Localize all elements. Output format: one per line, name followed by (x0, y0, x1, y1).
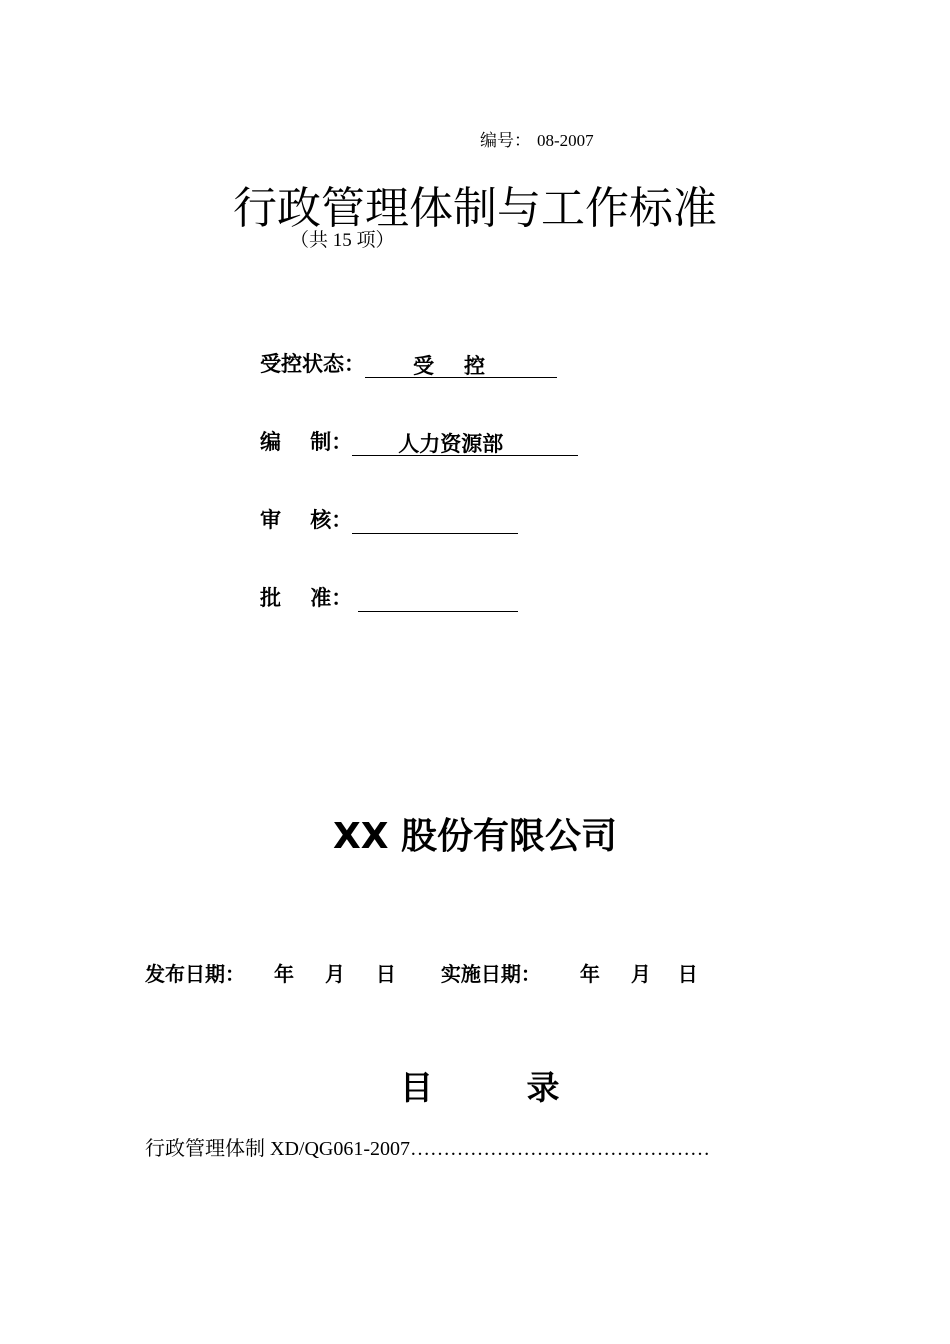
reviewer-label: 审 核： (260, 508, 353, 532)
document-number-value: 08-2007 (537, 131, 594, 150)
release-date-label: 发布日期： (145, 962, 245, 986)
document-number-label: 编号： (480, 131, 531, 150)
document-title: 行政管理体制与工作标准 (233, 183, 717, 234)
compiler-label: 编 制： (260, 430, 353, 454)
effective-year: 年 (579, 962, 600, 986)
compiler-field (260, 426, 578, 456)
approver-field (260, 582, 518, 612)
approver-label: 批 准： (260, 586, 353, 610)
reviewer-value (352, 509, 518, 534)
reviewer-field (260, 504, 518, 534)
toc-entry[interactable]: 行政管理体制 XD/QG061-2007……………………………………… (145, 1138, 710, 1160)
effective-date-label: 实施日期： (440, 962, 541, 986)
approver-value (358, 587, 518, 612)
toc-heading (400, 1062, 560, 1109)
compiler-value: 人力资源部 (352, 432, 578, 456)
document-subtitle: （共 15 项） (290, 230, 395, 251)
effective-day: 日 (677, 962, 698, 986)
company-name: XX 股份有限公司 (332, 816, 618, 857)
toc-heading-right: 录 (526, 1068, 560, 1107)
control-status-value: 受控 (365, 354, 557, 378)
release-year: 年 (273, 962, 294, 986)
release-day: 日 (375, 962, 396, 986)
toc-heading-left: 目 (400, 1068, 433, 1107)
release-month: 月 (324, 962, 345, 986)
document-number (480, 126, 594, 151)
date-line (145, 958, 698, 987)
effective-month: 月 (630, 962, 651, 986)
control-status-field (260, 348, 557, 378)
control-status-label: 受控状态： (260, 352, 365, 376)
